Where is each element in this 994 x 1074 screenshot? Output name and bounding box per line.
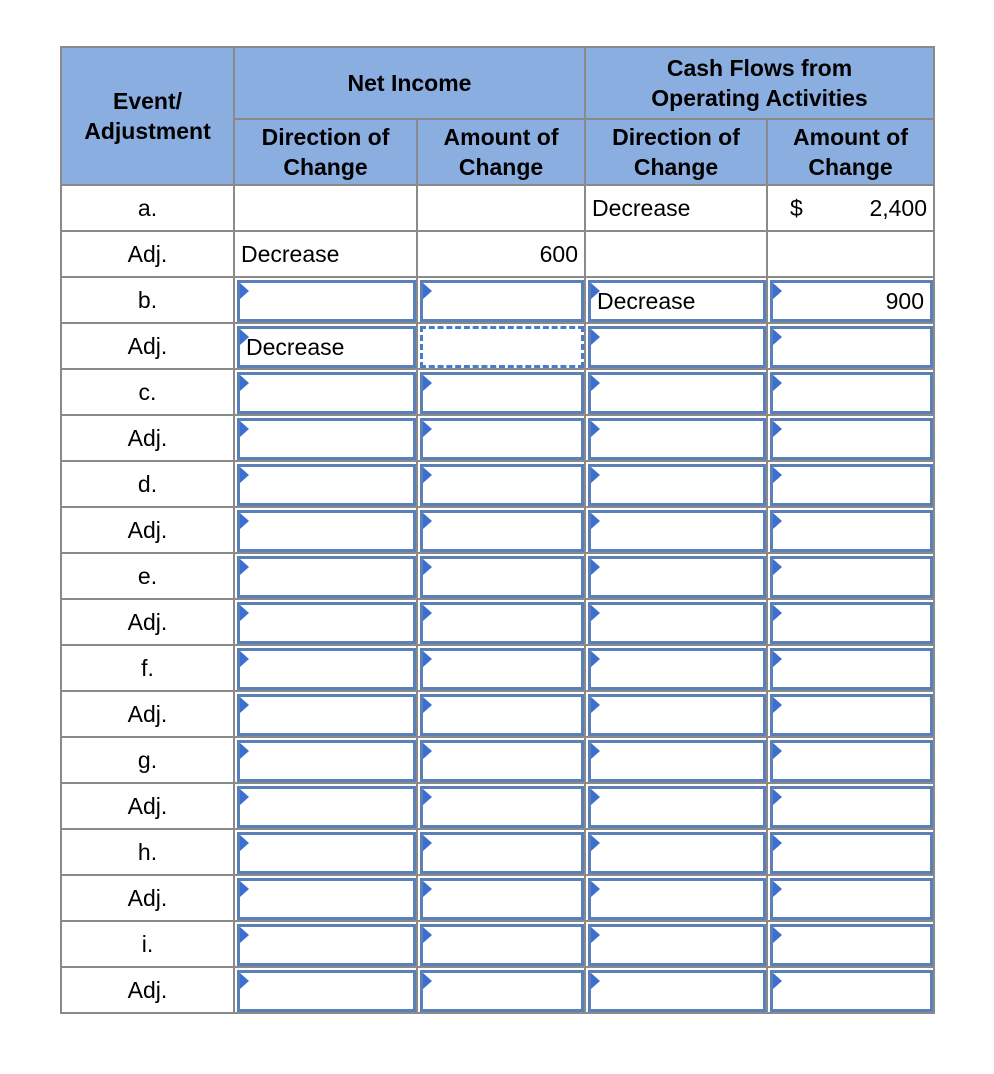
dropdown-marker-icon <box>591 559 600 575</box>
dropdown-marker-icon <box>240 927 249 943</box>
cf-direction-input[interactable] <box>588 786 766 828</box>
row-label: Adj. <box>62 968 235 1014</box>
cf-amount-input[interactable] <box>770 832 933 874</box>
worksheet-table <box>60 46 935 1014</box>
ni-amount-input[interactable] <box>420 740 584 782</box>
dropdown-marker-icon <box>240 651 249 667</box>
dropdown-marker-icon <box>773 743 782 759</box>
cf-direction-input[interactable] <box>588 510 766 552</box>
dropdown-marker-icon <box>591 973 600 989</box>
given-ni-amount <box>418 186 586 232</box>
ni-amount-input[interactable] <box>420 924 584 966</box>
cf-direction-input[interactable] <box>588 648 766 690</box>
dropdown-marker-icon <box>423 743 432 759</box>
cf-direction-input[interactable] <box>588 924 766 966</box>
cf-direction-input[interactable] <box>588 832 766 874</box>
cell-value: Decrease <box>241 240 340 267</box>
ni-direction-input[interactable] <box>237 924 416 966</box>
ni-direction-input[interactable] <box>237 970 416 1012</box>
dropdown-marker-icon <box>591 881 600 897</box>
ni-amount-input[interactable] <box>420 970 584 1012</box>
dropdown-marker-icon <box>591 283 600 299</box>
dropdown-marker-icon <box>240 559 249 575</box>
given-ni-amount <box>418 232 586 278</box>
dropdown-marker-icon <box>240 789 249 805</box>
dropdown-marker-icon <box>773 651 782 667</box>
ni-direction-input[interactable] <box>237 878 416 920</box>
dropdown-marker-icon <box>423 605 432 621</box>
ni-direction-input[interactable] <box>237 694 416 736</box>
dropdown-marker-icon <box>240 605 249 621</box>
input-value: 900 <box>885 287 924 314</box>
row-label: Adj. <box>62 324 235 370</box>
row-label: b. <box>62 278 235 324</box>
dropdown-marker-icon <box>423 973 432 989</box>
cf-amount-input[interactable] <box>770 648 933 690</box>
dropdown-marker-icon <box>423 651 432 667</box>
ni-amount-input[interactable] <box>420 510 584 552</box>
row-label: Adj. <box>62 600 235 646</box>
dropdown-marker-icon <box>773 605 782 621</box>
header-event-adjustment: Event/ Adjustment <box>62 48 235 186</box>
dropdown-marker-icon <box>240 283 249 299</box>
cf-amount-input[interactable] <box>770 970 933 1012</box>
dropdown-marker-icon <box>773 513 782 529</box>
header-cf-direction: Direction of Change <box>586 120 768 186</box>
cf-direction-input[interactable] <box>588 326 766 368</box>
row-label: i. <box>62 922 235 968</box>
row-label: Adj. <box>62 784 235 830</box>
dropdown-marker-icon <box>423 559 432 575</box>
dropdown-marker-icon <box>423 467 432 483</box>
dropdown-marker-icon <box>240 835 249 851</box>
ni-direction-input[interactable] <box>237 326 416 368</box>
dropdown-marker-icon <box>423 421 432 437</box>
ni-direction-input[interactable] <box>237 602 416 644</box>
ni-amount-input[interactable] <box>420 556 584 598</box>
row-label: h. <box>62 830 235 876</box>
header-ni-direction: Direction of Change <box>235 120 418 186</box>
dropdown-marker-icon <box>591 329 600 345</box>
ni-amount-input[interactable] <box>420 464 584 506</box>
cf-direction-input[interactable] <box>588 878 766 920</box>
ni-amount-input[interactable] <box>420 648 584 690</box>
dropdown-marker-icon <box>240 375 249 391</box>
dropdown-marker-icon <box>240 467 249 483</box>
dropdown-marker-icon <box>423 513 432 529</box>
ni-amount-input[interactable] <box>420 878 584 920</box>
cell-value: 600 <box>539 240 578 267</box>
cf-amount-input[interactable] <box>770 372 933 414</box>
dropdown-marker-icon <box>773 375 782 391</box>
cell-value: Decrease <box>592 194 691 221</box>
dropdown-marker-icon <box>773 927 782 943</box>
row-label: f. <box>62 646 235 692</box>
ni-direction-input[interactable] <box>237 832 416 874</box>
given-cf-direction <box>586 232 768 278</box>
cf-amount-input[interactable] <box>770 786 933 828</box>
header-cf-amount: Amount of Change <box>768 120 935 186</box>
dropdown-marker-icon <box>591 789 600 805</box>
header-net-income: Net Income <box>235 48 586 120</box>
cf-direction-input[interactable] <box>588 602 766 644</box>
dropdown-marker-icon <box>773 835 782 851</box>
cf-amount-input[interactable] <box>770 602 933 644</box>
ni-direction-input[interactable] <box>237 510 416 552</box>
row-label: Adj. <box>62 508 235 554</box>
cf-amount-input[interactable] <box>770 878 933 920</box>
input-value: Decrease <box>597 287 696 314</box>
ni-direction-input[interactable] <box>237 556 416 598</box>
ni-direction-input[interactable] <box>237 740 416 782</box>
ni-direction-input[interactable] <box>237 786 416 828</box>
ni-direction-input[interactable] <box>237 418 416 460</box>
row-label: a. <box>62 186 235 232</box>
given-ni-direction <box>235 232 418 278</box>
dropdown-marker-icon <box>773 467 782 483</box>
given-cf-amount <box>768 186 935 232</box>
dropdown-marker-icon <box>591 605 600 621</box>
ni-direction-input[interactable] <box>237 648 416 690</box>
dropdown-marker-icon <box>773 559 782 575</box>
ni-direction-input[interactable] <box>237 280 416 322</box>
dropdown-marker-icon <box>240 513 249 529</box>
dropdown-marker-icon <box>773 973 782 989</box>
ni-amount-input[interactable] <box>420 602 584 644</box>
dropdown-marker-icon <box>591 697 600 713</box>
row-label: g. <box>62 738 235 784</box>
dropdown-marker-icon <box>423 697 432 713</box>
dropdown-marker-icon <box>240 973 249 989</box>
dropdown-marker-icon <box>773 329 782 345</box>
dropdown-marker-icon <box>773 421 782 437</box>
dropdown-marker-icon <box>423 927 432 943</box>
dropdown-marker-icon <box>773 789 782 805</box>
cf-amount-input[interactable] <box>770 924 933 966</box>
ni-amount-input[interactable] <box>420 694 584 736</box>
row-label: Adj. <box>62 232 235 278</box>
dropdown-marker-icon <box>240 329 249 345</box>
cf-amount-input[interactable] <box>770 556 933 598</box>
dropdown-marker-icon <box>423 375 432 391</box>
row-label: Adj. <box>62 876 235 922</box>
dropdown-marker-icon <box>591 375 600 391</box>
cf-direction-input[interactable] <box>588 464 766 506</box>
dropdown-marker-icon <box>591 743 600 759</box>
cf-direction-input[interactable] <box>588 418 766 460</box>
ni-amount-input[interactable] <box>420 326 584 368</box>
dropdown-marker-icon <box>773 283 782 299</box>
dropdown-marker-icon <box>240 697 249 713</box>
dropdown-marker-icon <box>240 881 249 897</box>
dropdown-marker-icon <box>773 697 782 713</box>
dropdown-marker-icon <box>591 835 600 851</box>
cf-amount-input[interactable] <box>770 510 933 552</box>
cf-amount-input[interactable] <box>770 694 933 736</box>
cell-value: 2,400 <box>869 194 927 221</box>
cf-amount-input[interactable] <box>770 418 933 460</box>
cf-direction-input[interactable] <box>588 740 766 782</box>
dropdown-marker-icon <box>423 789 432 805</box>
cf-direction-input[interactable] <box>588 694 766 736</box>
given-cf-amount <box>768 232 935 278</box>
cf-direction-input[interactable] <box>588 280 766 322</box>
dropdown-marker-icon <box>591 467 600 483</box>
cf-direction-input[interactable] <box>588 556 766 598</box>
given-ni-direction <box>235 186 418 232</box>
ni-amount-input[interactable] <box>420 280 584 322</box>
row-label: Adj. <box>62 692 235 738</box>
dropdown-marker-icon <box>591 421 600 437</box>
dropdown-marker-icon <box>591 513 600 529</box>
dropdown-marker-icon <box>591 651 600 667</box>
dropdown-marker-icon <box>240 421 249 437</box>
ni-amount-input[interactable] <box>420 832 584 874</box>
ni-amount-input[interactable] <box>420 786 584 828</box>
row-label: Adj. <box>62 416 235 462</box>
row-label: d. <box>62 462 235 508</box>
cf-direction-input[interactable] <box>588 970 766 1012</box>
dollar-sign: $ <box>790 194 803 221</box>
dropdown-marker-icon <box>591 927 600 943</box>
given-cf-direction <box>586 186 768 232</box>
dropdown-marker-icon <box>423 881 432 897</box>
cf-amount-input[interactable] <box>770 464 933 506</box>
ni-amount-input[interactable] <box>420 372 584 414</box>
ni-direction-input[interactable] <box>237 464 416 506</box>
ni-amount-input[interactable] <box>420 418 584 460</box>
ni-direction-input[interactable] <box>237 372 416 414</box>
cf-amount-input[interactable] <box>770 280 933 322</box>
cf-direction-input[interactable] <box>588 372 766 414</box>
dropdown-marker-icon <box>240 743 249 759</box>
cf-amount-input[interactable] <box>770 326 933 368</box>
header-cash-flows-operating: Cash Flows from Operating Activities <box>586 48 935 120</box>
cf-amount-input[interactable] <box>770 740 933 782</box>
row-label: e. <box>62 554 235 600</box>
dropdown-marker-icon <box>423 835 432 851</box>
dropdown-marker-icon <box>423 283 432 299</box>
dropdown-marker-icon <box>773 881 782 897</box>
input-value: Decrease <box>246 333 345 360</box>
row-label: c. <box>62 370 235 416</box>
header-ni-amount: Amount of Change <box>418 120 586 186</box>
